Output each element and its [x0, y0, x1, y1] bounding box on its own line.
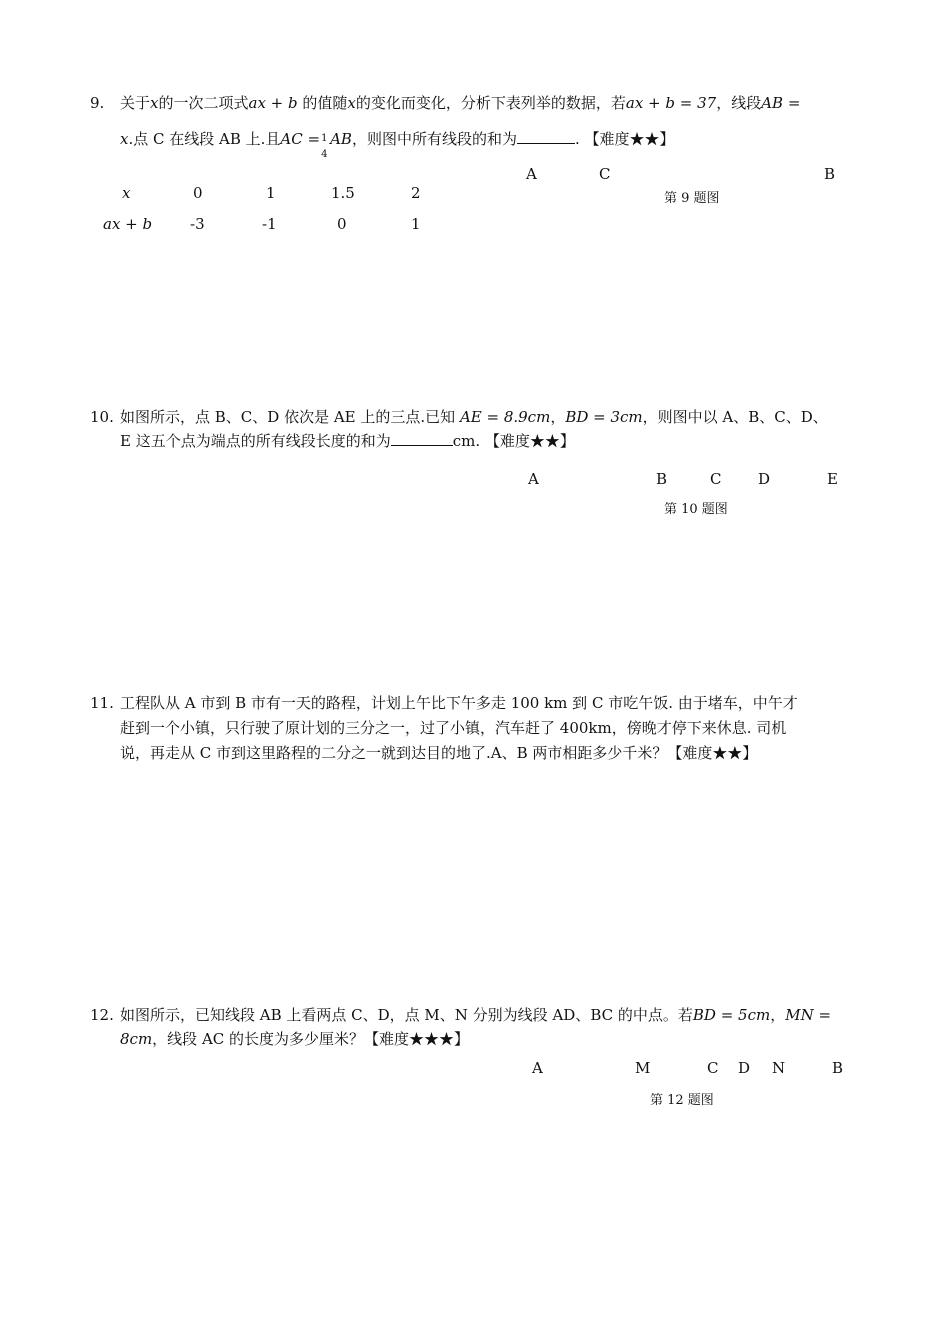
q11-line-2: 赶到一个小镇，只行驶了原计划的三分之一，过了小镇，汽车赶了 400km，傍晚才停下来休息. 司机	[120, 719, 787, 737]
q12-number: 12.	[90, 1006, 114, 1024]
point-label-c: C	[599, 165, 611, 183]
point-label-n: N	[772, 1059, 786, 1077]
answer-blank[interactable]	[391, 431, 453, 446]
point-label-a: A	[526, 165, 537, 183]
table-cell: -3	[190, 215, 205, 233]
q9-line-2: x.点 C 在线段 AB 上.且AC = 1 4 AB，则图中所有线段的和为 . 【难度★★】	[120, 130, 675, 160]
point-label-m: M	[635, 1059, 651, 1077]
point-label-a: A	[532, 1059, 543, 1077]
q12-line-1: 如图所示，已知线段 AB 上看两点 C、D，点 M、N 分别为线段 AD、BC 的中点。若BD = 5cm，MN =	[120, 1006, 832, 1024]
q10-number: 10.	[90, 408, 114, 426]
table-header-x: x	[122, 184, 131, 202]
q10-line-2: E 这五个点为端点的所有线段长度的和为 cm. 【难度★★】	[120, 432, 575, 450]
q12-line-2: 8cm，线段 AC 的长度为多少厘米？【难度★★★】	[120, 1030, 470, 1048]
table-cell: 0	[193, 184, 203, 202]
q11-number: 11.	[90, 694, 114, 712]
point-label-c: C	[710, 470, 722, 488]
figure-caption: 第 12 题图	[650, 1093, 714, 1108]
answer-blank[interactable]	[517, 129, 575, 144]
point-label-d: D	[758, 470, 771, 488]
point-label-b: B	[656, 470, 668, 488]
point-label-e: E	[827, 470, 838, 488]
table-cell: 1.5	[331, 184, 355, 202]
point-label-b: B	[824, 165, 836, 183]
table-cell: 2	[411, 184, 421, 202]
table-cell: 0	[337, 215, 347, 233]
q10-line-1: 如图所示，点 B、C、D 依次是 AE 上的三点.已知 AE = 8.9cm，BD = 3cm，则图中以 A、B、C、D、	[120, 408, 828, 426]
q11-line-3: 说，再走从 C 市到这里路程的二分之一就到达目的地了.A、B 两市相距多少千米？【难度★★】	[120, 744, 758, 762]
q9-number: 9.	[90, 94, 105, 112]
point-label-c: C	[707, 1059, 719, 1077]
figure-caption: 第 10 题图	[664, 502, 728, 517]
point-label-a: A	[528, 470, 539, 488]
point-label-b: B	[832, 1059, 844, 1077]
table-cell: -1	[262, 215, 277, 233]
table-header-expr: ax + b	[103, 215, 153, 233]
q9-line-1: 关于x的一次二项式ax + b 的值随x的变化而变化，分析下表列举的数据，若ax + b = 37，线段AB =	[120, 94, 801, 112]
figure-caption: 第 9 题图	[664, 191, 720, 206]
table-cell: 1	[411, 215, 421, 233]
point-label-d: D	[738, 1059, 751, 1077]
fraction-one-quarter: 1 4	[321, 133, 328, 160]
table-cell: 1	[266, 184, 276, 202]
q11-line-1: 工程队从 A 市到 B 市有一天的路程，计划上午比下午多走 100 km 到 C 市吃午饭. 由于堵车，中午才	[120, 694, 798, 712]
